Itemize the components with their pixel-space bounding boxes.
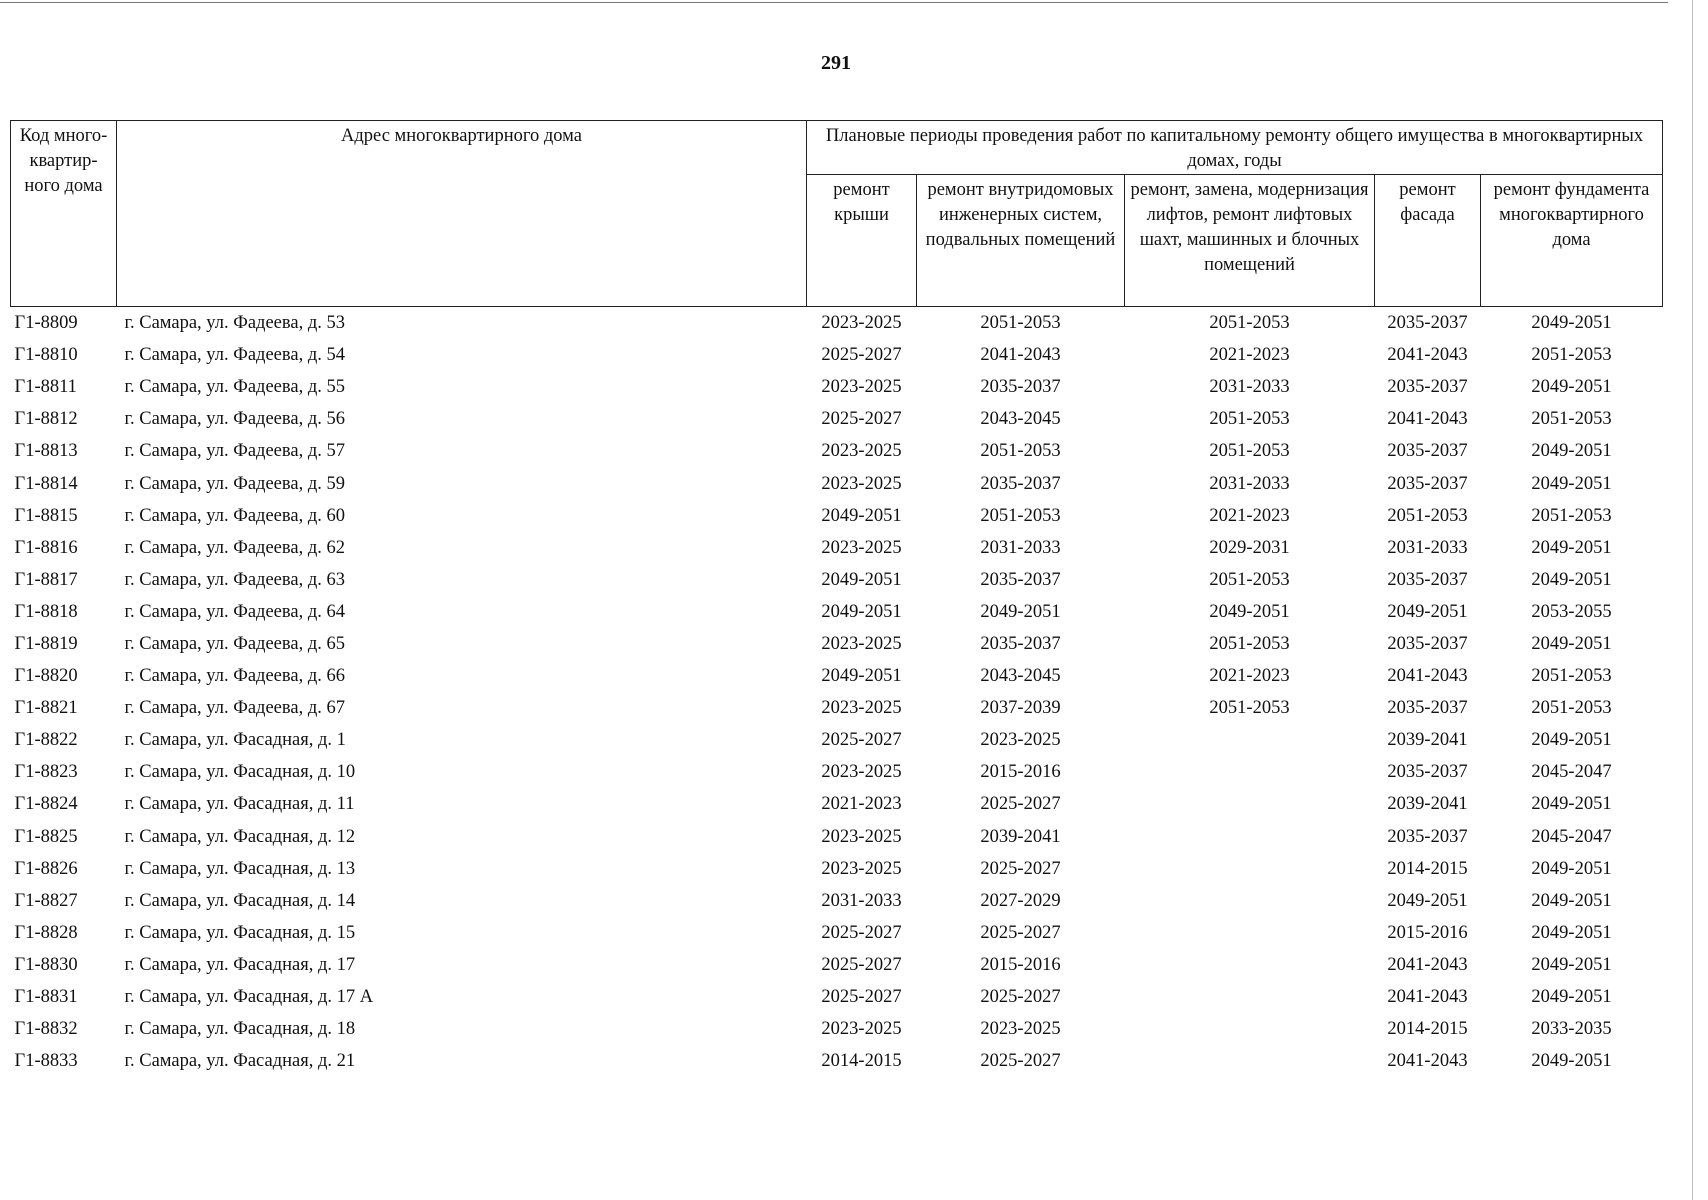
cell-elevators bbox=[1125, 1013, 1375, 1045]
cell-roof: 2023-2025 bbox=[821, 313, 902, 334]
cell-code: Г1-8824 bbox=[14, 794, 78, 815]
cell-foundation: 2049-2051 bbox=[1531, 730, 1612, 751]
cell-elevators bbox=[1125, 981, 1375, 1013]
cell-foundation: 2051-2053 bbox=[1531, 698, 1612, 719]
cell-systems: 2035-2037 bbox=[980, 633, 1061, 654]
cell-facade: 2035-2037 bbox=[1387, 826, 1468, 847]
cell-foundation: 2051-2053 bbox=[1531, 666, 1612, 687]
cell-code: Г1-8821 bbox=[14, 698, 78, 719]
cell-code: Г1-8823 bbox=[14, 762, 78, 783]
cell-roof: 2023-2025 bbox=[821, 1019, 902, 1040]
cell-address: г. Самара, ул. Фадеева, д. 57 bbox=[124, 441, 346, 462]
table-row bbox=[11, 628, 1663, 660]
cell-systems: 2051-2053 bbox=[980, 313, 1061, 334]
cell-roof: 2023-2025 bbox=[821, 633, 902, 654]
cell-address: г. Самара, ул. Фасадная, д. 12 bbox=[124, 826, 356, 847]
cell-code: Г1-8830 bbox=[14, 954, 78, 975]
cell-address: г. Самара, ул. Фадеева, д. 62 bbox=[124, 537, 346, 558]
cell-code: Г1-8814 bbox=[14, 473, 78, 494]
cell-facade: 2014-2015 bbox=[1387, 1019, 1468, 1040]
cell-roof: 2023-2025 bbox=[821, 441, 902, 462]
cell-systems: 2035-2037 bbox=[980, 377, 1061, 398]
cell-code: Г1-8831 bbox=[14, 987, 78, 1008]
table-row bbox=[11, 885, 1663, 917]
page-number: 291 bbox=[821, 52, 851, 74]
header-elevators: ремонт, замена, модернизация лифтов, ремонт лифтовых шахт, машинных и блочных помещений bbox=[1125, 175, 1375, 307]
table-row bbox=[11, 564, 1663, 596]
cell-systems: 2025-2027 bbox=[980, 794, 1061, 815]
table-row bbox=[11, 949, 1663, 981]
cell-elevators: 2051-2053 bbox=[1209, 569, 1290, 590]
cell-code: Г1-8810 bbox=[14, 345, 78, 366]
cell-address: г. Самара, ул. Фадеева, д. 55 bbox=[124, 377, 346, 398]
table-row bbox=[11, 981, 1663, 1013]
cell-address: г. Самара, ул. Фасадная, д. 21 bbox=[124, 1051, 356, 1072]
cell-foundation: 2053-2055 bbox=[1531, 601, 1612, 622]
table-row bbox=[11, 339, 1663, 371]
cell-address: г. Самара, ул. Фасадная, д. 18 bbox=[124, 1019, 356, 1040]
cell-code: Г1-8833 bbox=[14, 1051, 78, 1072]
cell-code: Г1-8811 bbox=[14, 377, 77, 398]
table-body bbox=[11, 307, 1663, 1078]
table-row bbox=[11, 371, 1663, 403]
cell-code: Г1-8819 bbox=[14, 633, 78, 654]
cell-elevators: 2051-2053 bbox=[1209, 441, 1290, 462]
cell-systems: 2015-2016 bbox=[980, 954, 1061, 975]
cell-roof: 2025-2027 bbox=[821, 730, 902, 751]
cell-foundation: 2049-2051 bbox=[1531, 377, 1612, 398]
cell-roof: 2025-2027 bbox=[821, 922, 902, 943]
cell-systems: 2023-2025 bbox=[980, 730, 1061, 751]
table-row bbox=[11, 467, 1663, 499]
cell-elevators: 2031-2033 bbox=[1209, 377, 1290, 398]
cell-roof: 2025-2027 bbox=[821, 987, 902, 1008]
cell-systems: 2043-2045 bbox=[980, 409, 1061, 430]
cell-elevators bbox=[1125, 853, 1375, 885]
cell-elevators: 2051-2053 bbox=[1209, 409, 1290, 430]
header-planned-periods: Плановые периоды проведения работ по капитальному ремонту общего имущества в многоквартирных домах, годы bbox=[807, 121, 1663, 175]
table-row bbox=[11, 1045, 1663, 1077]
cell-roof: 2023-2025 bbox=[821, 377, 902, 398]
cell-elevators: 2031-2033 bbox=[1209, 473, 1290, 494]
cell-foundation: 2049-2051 bbox=[1531, 1051, 1612, 1072]
cell-elevators bbox=[1125, 821, 1375, 853]
cell-facade: 2041-2043 bbox=[1387, 409, 1468, 430]
cell-roof: 2023-2025 bbox=[821, 762, 902, 783]
table-row bbox=[11, 724, 1663, 756]
table-row bbox=[11, 917, 1663, 949]
cell-facade: 2041-2043 bbox=[1387, 345, 1468, 366]
cell-facade: 2041-2043 bbox=[1387, 1051, 1468, 1072]
cell-foundation: 2045-2047 bbox=[1531, 762, 1612, 783]
cell-foundation: 2049-2051 bbox=[1531, 633, 1612, 654]
cell-systems: 2031-2033 bbox=[980, 537, 1061, 558]
cell-systems: 2041-2043 bbox=[980, 345, 1061, 366]
cell-roof: 2025-2027 bbox=[821, 409, 902, 430]
table-row bbox=[11, 307, 1663, 340]
cell-systems: 2035-2037 bbox=[980, 473, 1061, 494]
cell-systems: 2049-2051 bbox=[980, 601, 1061, 622]
header-facade: ремонт фасада bbox=[1375, 175, 1481, 307]
cell-address: г. Самара, ул. Фасадная, д. 13 bbox=[124, 858, 356, 879]
cell-facade: 2035-2037 bbox=[1387, 377, 1468, 398]
cell-code: Г1-8827 bbox=[14, 890, 78, 911]
cell-facade: 2015-2016 bbox=[1387, 922, 1468, 943]
cell-address: г. Самара, ул. Фадеева, д. 65 bbox=[124, 633, 346, 654]
cell-facade: 2031-2033 bbox=[1387, 537, 1468, 558]
cell-roof: 2031-2033 bbox=[821, 890, 902, 911]
table-row bbox=[11, 500, 1663, 532]
table-row bbox=[11, 532, 1663, 564]
cell-facade: 2014-2015 bbox=[1387, 858, 1468, 879]
cell-foundation: 2049-2051 bbox=[1531, 569, 1612, 590]
cell-elevators: 2051-2053 bbox=[1209, 698, 1290, 719]
header-row-top bbox=[11, 121, 1663, 175]
cell-systems: 2037-2039 bbox=[980, 698, 1061, 719]
header-code: Код много-квартир-ного дома bbox=[11, 121, 117, 307]
cell-address: г. Самара, ул. Фасадная, д. 17 bbox=[124, 954, 356, 975]
cell-foundation: 2051-2053 bbox=[1531, 409, 1612, 430]
cell-roof: 2021-2023 bbox=[821, 794, 902, 815]
cell-roof: 2023-2025 bbox=[821, 858, 902, 879]
cell-code: Г1-8809 bbox=[14, 313, 78, 334]
cell-address: г. Самара, ул. Фадеева, д. 56 bbox=[124, 409, 346, 430]
header-roof: ремонт крыши bbox=[807, 175, 917, 307]
cell-elevators bbox=[1125, 788, 1375, 820]
cell-facade: 2039-2041 bbox=[1387, 794, 1468, 815]
cell-systems: 2025-2027 bbox=[980, 987, 1061, 1008]
cell-roof: 2014-2015 bbox=[821, 1051, 902, 1072]
cell-elevators: 2049-2051 bbox=[1209, 601, 1290, 622]
cell-systems: 2027-2029 bbox=[980, 890, 1061, 911]
cell-systems: 2039-2041 bbox=[980, 826, 1061, 847]
cell-code: Г1-8816 bbox=[14, 537, 78, 558]
cell-roof: 2025-2027 bbox=[821, 345, 902, 366]
cell-elevators bbox=[1125, 917, 1375, 949]
cell-elevators bbox=[1125, 756, 1375, 788]
cell-roof: 2023-2025 bbox=[821, 826, 902, 847]
cell-address: г. Самара, ул. Фадеева, д. 64 bbox=[124, 601, 346, 622]
table-row bbox=[11, 403, 1663, 435]
header-address: Адрес многоквартирного дома bbox=[117, 121, 807, 307]
cell-facade: 2035-2037 bbox=[1387, 633, 1468, 654]
cell-code: Г1-8828 bbox=[14, 922, 78, 943]
header-foundation: ремонт фундамента многоквартирного дома bbox=[1481, 175, 1663, 307]
cell-address: г. Самара, ул. Фадеева, д. 53 bbox=[124, 313, 346, 334]
cell-facade: 2049-2051 bbox=[1387, 601, 1468, 622]
cell-foundation: 2045-2047 bbox=[1531, 826, 1612, 847]
cell-code: Г1-8812 bbox=[14, 409, 78, 430]
cell-elevators bbox=[1125, 724, 1375, 756]
cell-facade: 2051-2053 bbox=[1387, 505, 1468, 526]
cell-systems: 2043-2045 bbox=[980, 666, 1061, 687]
table-row bbox=[11, 1013, 1663, 1045]
cell-roof: 2049-2051 bbox=[821, 505, 902, 526]
cell-systems: 2025-2027 bbox=[980, 922, 1061, 943]
table-row bbox=[11, 853, 1663, 885]
cell-code: Г1-8815 bbox=[14, 505, 78, 526]
table-row bbox=[11, 596, 1663, 628]
right-edge-rule bbox=[1692, 0, 1693, 1200]
cell-roof: 2049-2051 bbox=[821, 601, 902, 622]
cell-address: г. Самара, ул. Фасадная, д. 1 bbox=[124, 730, 346, 751]
cell-code: Г1-8817 bbox=[14, 569, 78, 590]
cell-foundation: 2049-2051 bbox=[1531, 537, 1612, 558]
cell-elevators bbox=[1125, 885, 1375, 917]
cell-roof: 2049-2051 bbox=[821, 569, 902, 590]
header-systems: ремонт внутридомовых инженерных систем, подвальных помещений bbox=[917, 175, 1125, 307]
cell-facade: 2035-2037 bbox=[1387, 762, 1468, 783]
cell-address: г. Самара, ул. Фадеева, д. 67 bbox=[124, 698, 346, 719]
table-header bbox=[11, 121, 1663, 307]
cell-code: Г1-8813 bbox=[14, 441, 78, 462]
table-row bbox=[11, 435, 1663, 467]
table-row bbox=[11, 788, 1663, 820]
cell-systems: 2025-2027 bbox=[980, 858, 1061, 879]
cell-facade: 2041-2043 bbox=[1387, 954, 1468, 975]
table-row bbox=[11, 692, 1663, 724]
cell-foundation: 2049-2051 bbox=[1531, 473, 1612, 494]
cell-code: Г1-8832 bbox=[14, 1019, 78, 1040]
cell-address: г. Самара, ул. Фасадная, д. 14 bbox=[124, 890, 356, 911]
cell-roof: 2023-2025 bbox=[821, 473, 902, 494]
cell-facade: 2041-2043 bbox=[1387, 987, 1468, 1008]
cell-foundation: 2051-2053 bbox=[1531, 345, 1612, 366]
cell-facade: 2035-2037 bbox=[1387, 473, 1468, 494]
cell-code: Г1-8818 bbox=[14, 601, 78, 622]
cell-roof: 2049-2051 bbox=[821, 666, 902, 687]
cell-address: г. Самара, ул. Фадеева, д. 63 bbox=[124, 569, 346, 590]
cell-code: Г1-8820 bbox=[14, 666, 78, 687]
table-row bbox=[11, 660, 1663, 692]
cell-facade: 2039-2041 bbox=[1387, 730, 1468, 751]
cell-address: г. Самара, ул. Фасадная, д. 15 bbox=[124, 922, 356, 943]
cell-foundation: 2049-2051 bbox=[1531, 987, 1612, 1008]
cell-facade: 2035-2037 bbox=[1387, 441, 1468, 462]
table-row bbox=[11, 756, 1663, 788]
cell-elevators: 2029-2031 bbox=[1209, 537, 1290, 558]
cell-address: г. Самара, ул. Фасадная, д. 11 bbox=[124, 794, 355, 815]
cell-systems: 2035-2037 bbox=[980, 569, 1061, 590]
cell-systems: 2025-2027 bbox=[980, 1051, 1061, 1072]
cell-systems: 2051-2053 bbox=[980, 505, 1061, 526]
repair-schedule-table bbox=[10, 120, 1663, 1077]
cell-facade: 2035-2037 bbox=[1387, 698, 1468, 719]
cell-facade: 2041-2043 bbox=[1387, 666, 1468, 687]
cell-elevators: 2051-2053 bbox=[1209, 313, 1290, 334]
cell-elevators bbox=[1125, 1045, 1375, 1077]
cell-roof: 2023-2025 bbox=[821, 698, 902, 719]
cell-elevators: 2021-2023 bbox=[1209, 345, 1290, 366]
cell-foundation: 2051-2053 bbox=[1531, 505, 1612, 526]
cell-foundation: 2049-2051 bbox=[1531, 441, 1612, 462]
cell-elevators: 2021-2023 bbox=[1209, 505, 1290, 526]
cell-address: г. Самара, ул. Фасадная, д. 10 bbox=[124, 762, 356, 783]
table-row bbox=[11, 821, 1663, 853]
cell-address: г. Самара, ул. Фадеева, д. 60 bbox=[124, 505, 346, 526]
cell-address: г. Самара, ул. Фадеева, д. 66 bbox=[124, 666, 346, 687]
cell-systems: 2051-2053 bbox=[980, 441, 1061, 462]
top-rule bbox=[0, 2, 1668, 3]
cell-facade: 2035-2037 bbox=[1387, 569, 1468, 590]
cell-address: г. Самара, ул. Фадеева, д. 59 bbox=[124, 473, 346, 494]
cell-code: Г1-8825 bbox=[14, 826, 78, 847]
cell-elevators bbox=[1125, 949, 1375, 981]
cell-elevators: 2021-2023 bbox=[1209, 666, 1290, 687]
cell-systems: 2015-2016 bbox=[980, 762, 1061, 783]
cell-foundation: 2049-2051 bbox=[1531, 890, 1612, 911]
cell-roof: 2023-2025 bbox=[821, 537, 902, 558]
cell-code: Г1-8826 bbox=[14, 858, 78, 879]
cell-foundation: 2033-2035 bbox=[1531, 1019, 1612, 1040]
cell-foundation: 2049-2051 bbox=[1531, 922, 1612, 943]
cell-foundation: 2049-2051 bbox=[1531, 858, 1612, 879]
cell-foundation: 2049-2051 bbox=[1531, 954, 1612, 975]
cell-code: Г1-8822 bbox=[14, 730, 78, 751]
cell-foundation: 2049-2051 bbox=[1531, 313, 1612, 334]
cell-facade: 2035-2037 bbox=[1387, 313, 1468, 334]
cell-address: г. Самара, ул. Фадеева, д. 54 bbox=[124, 345, 346, 366]
cell-address: г. Самара, ул. Фасадная, д. 17 А bbox=[124, 987, 374, 1008]
cell-foundation: 2049-2051 bbox=[1531, 794, 1612, 815]
cell-facade: 2049-2051 bbox=[1387, 890, 1468, 911]
cell-elevators: 2051-2053 bbox=[1209, 633, 1290, 654]
cell-systems: 2023-2025 bbox=[980, 1019, 1061, 1040]
cell-roof: 2025-2027 bbox=[821, 954, 902, 975]
